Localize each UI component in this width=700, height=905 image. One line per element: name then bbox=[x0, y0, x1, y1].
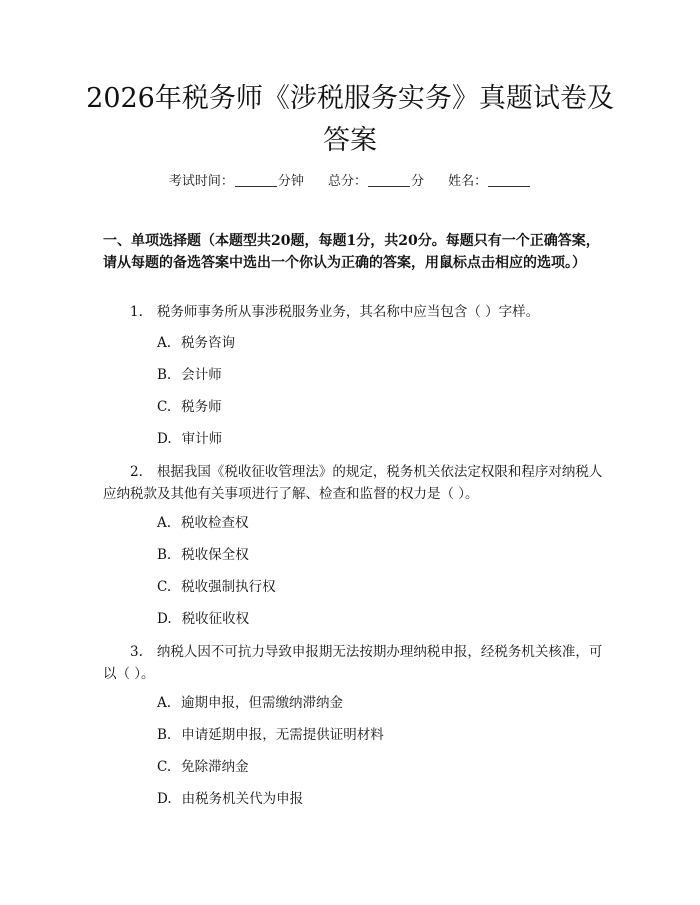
answer-option[interactable] bbox=[157, 429, 222, 449]
answer-option[interactable] bbox=[157, 609, 249, 629]
option-letter: C. bbox=[157, 759, 172, 775]
option-text: 申请延期申报，无需提供证明材料 bbox=[181, 727, 384, 743]
question-stem: 税务师事务所从事涉税服务业务，其名称中应当包含（ ）字样。 bbox=[156, 304, 540, 320]
option-text: 税务咨询 bbox=[181, 335, 236, 351]
option-letter: C. bbox=[157, 399, 172, 415]
option-letter: D. bbox=[157, 611, 172, 627]
option-letter: D. bbox=[157, 791, 172, 807]
question-text bbox=[103, 641, 603, 685]
option-text: 由税务机关代为申报 bbox=[181, 791, 304, 807]
option-text: 税收强制执行权 bbox=[181, 579, 276, 595]
answer-option[interactable] bbox=[157, 397, 222, 417]
answer-option[interactable] bbox=[157, 333, 235, 353]
option-text: 税收征收权 bbox=[181, 611, 250, 627]
answer-option[interactable] bbox=[157, 693, 343, 713]
exam-time bbox=[169, 170, 304, 189]
question-number: 2. bbox=[130, 464, 143, 480]
option-text: 逾期申报，但需缴纳滞纳金 bbox=[181, 695, 344, 711]
exam-time-label: 考试时间： bbox=[168, 174, 234, 189]
option-letter: A. bbox=[157, 335, 172, 351]
question-text bbox=[103, 301, 603, 323]
option-letter: A. bbox=[157, 695, 172, 711]
option-letter: B. bbox=[157, 547, 172, 563]
answer-option[interactable] bbox=[157, 577, 276, 597]
total-score-label: 总分： bbox=[327, 174, 367, 189]
option-letter: A. bbox=[157, 515, 172, 531]
option-text: 会计师 bbox=[181, 367, 222, 383]
answer-option[interactable] bbox=[157, 545, 249, 565]
answer-option[interactable] bbox=[157, 757, 249, 777]
option-text: 免除滞纳金 bbox=[181, 759, 249, 775]
option-text: 税收保全权 bbox=[181, 547, 249, 563]
option-text: 税务师 bbox=[181, 399, 222, 415]
student-name-label: 姓名： bbox=[448, 174, 488, 189]
total-score-unit: 分 bbox=[411, 174, 425, 189]
answer-option[interactable] bbox=[157, 789, 303, 809]
question-stem: 根据我国《税收征收管理法》的规定，税务机关依法定权限和程序对纳税人应纳税款及其他有关事项进行了解、检查和监督的权力是（ ）。 bbox=[103, 464, 603, 502]
question-number: 3. bbox=[130, 644, 143, 660]
answer-option[interactable] bbox=[157, 365, 222, 385]
page-title: 2026年税务师《涉税服务实务》真题试卷及答案 bbox=[86, 83, 614, 156]
student-name bbox=[448, 170, 531, 189]
option-letter: B. bbox=[157, 367, 172, 383]
question-text bbox=[103, 461, 603, 505]
option-text: 审计师 bbox=[181, 431, 223, 447]
option-letter: C. bbox=[157, 579, 172, 595]
option-letter: B. bbox=[157, 727, 172, 743]
total-score-blank bbox=[368, 174, 410, 187]
exam-time-unit: 分钟 bbox=[277, 174, 304, 189]
option-letter: D. bbox=[157, 431, 172, 447]
exam-time-blank bbox=[235, 174, 277, 187]
question-number: 1. bbox=[130, 304, 143, 320]
question-stem: 纳税人因不可抗力导致申报期无法按期办理纳税申报，经税务机关核准，可以（ ）。 bbox=[103, 644, 603, 682]
student-name-blank bbox=[488, 174, 530, 187]
total-score bbox=[328, 170, 424, 189]
option-text: 税收检查权 bbox=[181, 515, 249, 531]
answer-option[interactable] bbox=[157, 513, 249, 533]
answer-option[interactable] bbox=[157, 725, 384, 745]
exam-info-line bbox=[0, 170, 700, 189]
section-heading: 一、单项选择题（本题型共20题，每题1分，共20分。每题只有一个正确答案，请从每题的备选答案中选出一个你认为正确的答案，用鼠标点击相应的选项。） bbox=[103, 233, 600, 271]
